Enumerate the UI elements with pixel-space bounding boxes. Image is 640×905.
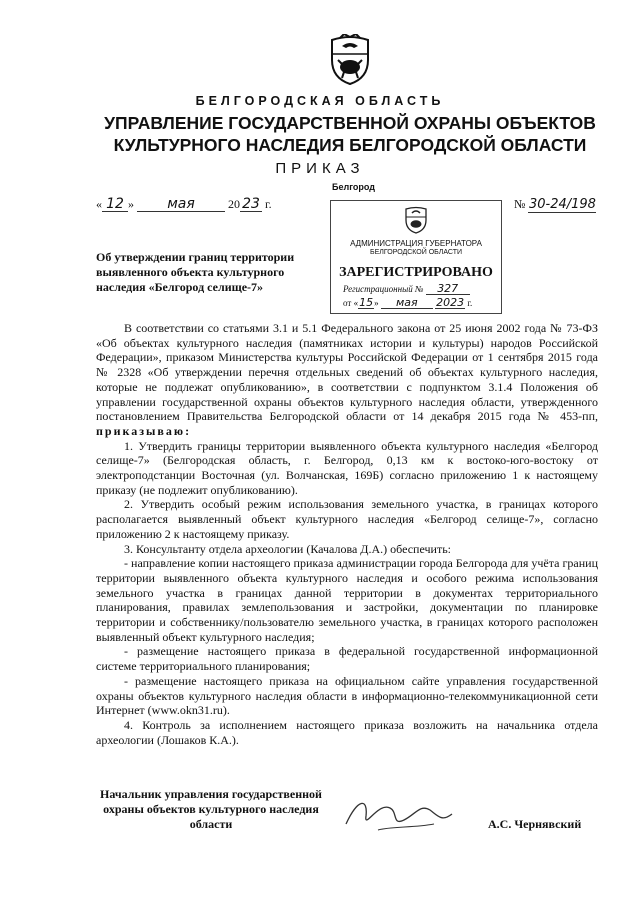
stamp-quote-close: » <box>374 298 379 308</box>
document-type: ПРИКАЗ <box>275 160 365 177</box>
order-number <box>514 197 596 213</box>
preamble-text: В соответствии со статьями 3.1 и 5.1 Федерального закона от 25 июня 2002 года № 73-ФЗ «Об объектах культурного наследия (памятниках истории и культуры) народов Российской Федерации», приказом Министерства культуры Российской Федерации от 1 сентября 2015 года № 2328 «Об утверждении перечня отдельных сведений об объектах культурного наследия, которые не подлежат опубликованию», в соответствии с подпунктом 3.1.4 Положения об управлении государственной охраны объектов культурного наследия области, утвержденного постановлением Правительства Белгородской области от 14 декабря 2015 года № 453-пп, <box>96 321 598 424</box>
stamp-reg-number: 327 <box>426 283 470 295</box>
item-3a: - направление копии настоящего приказа администрации города Белгорода для учёта границ территории выявленного объекта культурного наследия и особого режима использования земельного участка в границах данной территории в документах территориального планирования, правилах землепользования и застройки, документации по планировке территории и собственнику/пользователю земельного участка, в границах которого расположен выявленный объект культурного наследия; <box>96 556 598 644</box>
stamp-month: мая <box>381 297 433 309</box>
stamp-registered: ЗАРЕГИСТРИРОВАНО <box>339 265 493 280</box>
stamp-registration-number <box>343 283 470 295</box>
stamp-coat-of-arms-icon <box>404 206 428 234</box>
order-word: приказываю: <box>96 423 192 438</box>
item-2: 2. Утвердить особый режим использования земельного участка, в границах которого располагается выявленный объект культурного наследия «Белгород селище-7», согласно приложению 2 к настоящему приказу. <box>96 497 598 541</box>
date-day: 12 <box>102 197 128 212</box>
handwritten-signature <box>338 790 458 840</box>
date-open-quote: « <box>96 197 102 211</box>
item-3b: - размещение настоящего приказа в федеральной государственной информационной системе территориального планирования; <box>96 644 598 674</box>
item-1: 1. Утвердить границы территории выявленного объекта культурного наследия «Белгород селище-7» (Белгородская область, г. Белгород, 0,13 км к востоко-юго-востоку от электроподстанции Восточная (ул. Волчанская, 169Б) согласно приложению 1 к настоящему приказу (не подлежит опубликованию). <box>96 438 598 497</box>
stamp-year: 2023 <box>436 296 465 309</box>
order-number-label: № <box>514 197 526 211</box>
order-number-value: 30-24/198 <box>528 197 596 212</box>
stamp-date <box>343 297 472 309</box>
region-name: БЕЛГОРОДСКАЯ ОБЛАСТЬ <box>195 94 445 108</box>
preamble-paragraph <box>96 321 598 439</box>
order-subject: Об утверждении границ территории выявленного объекта культурного наследия «Белгород селище-7» <box>96 250 295 294</box>
date-year-mark: г. <box>265 197 272 211</box>
stamp-line-1: АДМИНИСТРАЦИЯ ГУБЕРНАТОРА <box>350 239 482 248</box>
order-body <box>96 321 598 747</box>
date-year-prefix: 20 <box>228 197 240 211</box>
date-month: мая <box>137 197 225 212</box>
stamp-from-label: от « <box>343 298 359 308</box>
stamp-day: 15 <box>359 296 374 309</box>
city: Белгород <box>332 182 375 192</box>
item-3c: - размещение настоящего приказа на официальном сайте управления государственной охраны объектов культурного наследия области в информационно-телекоммуникационной сети Интернет (www.okn31.ru). <box>96 673 598 718</box>
stamp-reg-label: Регистрационный № <box>343 284 424 294</box>
date-year-suffix: 23 <box>240 197 262 212</box>
organization-name <box>100 112 600 156</box>
organization-name-line-1: УПРАВЛЕНИЕ ГОСУДАРСТВЕННОЙ ОХРАНЫ ОБЪЕКТОВ <box>104 113 596 133</box>
stamp-year-mark: г. <box>467 298 473 308</box>
stamp-line-2: БЕЛГОРОДСКОЙ ОБЛАСТИ <box>370 249 462 256</box>
coat-of-arms-icon <box>328 34 372 86</box>
order-date <box>96 197 272 212</box>
organization-name-line-2: КУЛЬТУРНОГО НАСЛЕДИЯ БЕЛГОРОДСКОЙ ОБЛАСТИ <box>113 135 587 155</box>
date-close-quote: » <box>128 197 134 211</box>
signatory-name: А.С. Чернявский <box>488 817 582 831</box>
item-4: 4. Контроль за исполнением настоящего приказа возложить на начальника отдела археологии (Лошаков К.А.). <box>96 717 598 747</box>
signatory-title: Начальник управления государственной охраны объектов культурного наследия области <box>100 787 322 831</box>
item-3: 3. Консультанту отдела археологии (Качалова Д.А.) обеспечить: <box>124 541 451 556</box>
registration-stamp <box>330 200 502 314</box>
